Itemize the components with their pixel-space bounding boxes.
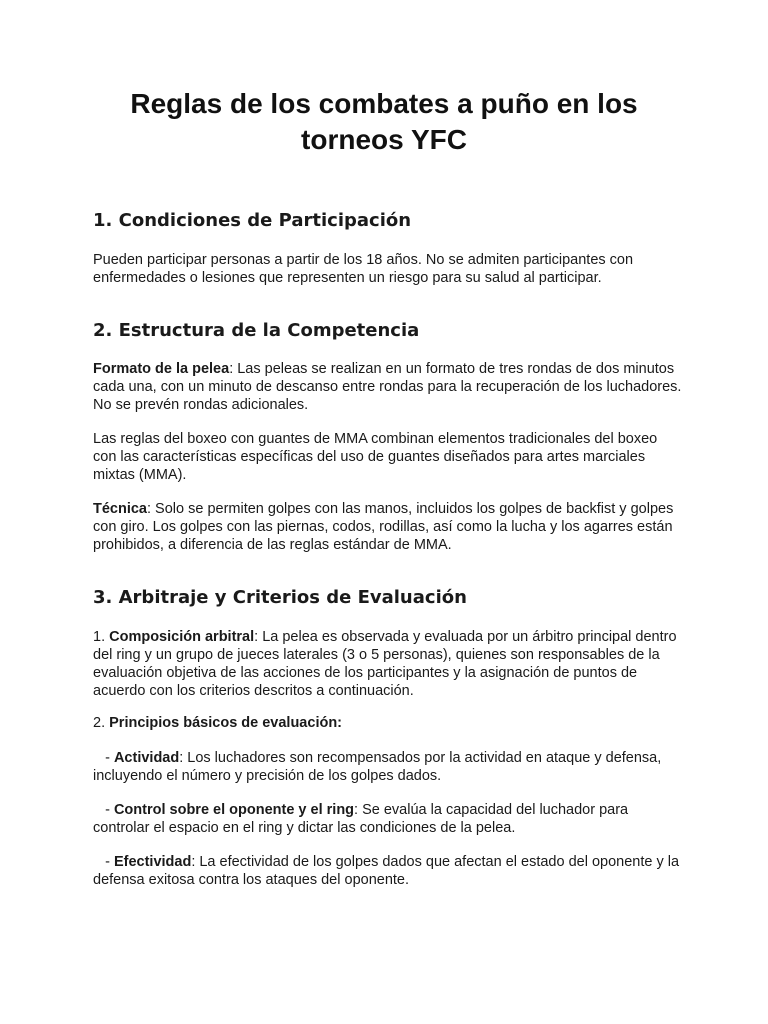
actividad-text: : Los luchadores son recompensados por la actividad en ataque y defensa, incluyendo el número y precisión de los golpes dados. — [93, 750, 662, 784]
item-1-number: 1. — [93, 629, 110, 645]
actividad-paragraph — [93, 749, 683, 785]
principios-paragraph — [93, 714, 683, 732]
composicion-text: : La pelea es observada y evaluada por un árbitro principal dentro del ring y un grupo de jueces laterales (3 o 5 personas), quienes son responsables de la evaluación objetiva de las acciones de los participantes y la asignación de puntos de acuerdo con los criterios descritos a continuación. — [93, 629, 677, 699]
composicion-label: Composición arbitral — [109, 629, 255, 645]
formato-paragraph — [93, 360, 683, 414]
tecnica-text: : Solo se permiten golpes con las manos, incluidos los golpes de backfist y golpes con giro. Los golpes con las piernas, codos, rodillas, así como la lucha y los agarres están prohibidos, a diferencia de las reglas estándar de MMA. — [93, 501, 674, 553]
title-line-1: Reglas de los combates a puño en los — [130, 88, 638, 119]
control-label: Control sobre el oponente y el ring — [113, 802, 355, 818]
bullet-prefix: - — [93, 750, 114, 766]
efectividad-text: : La efectividad de los golpes dados que afectan el estado del oponente y la defensa exitosa contra los ataques del oponente. — [93, 854, 680, 888]
principios-label: Principios básicos de evaluación: — [109, 715, 343, 731]
mma-rules-paragraph: Las reglas del boxeo con guantes de MMA combinan elementos tradicionales del boxeo con las características específicas del uso de guantes diseñados para artes marciales mixtas (MMA). — [93, 431, 658, 483]
section-2-heading: 2. Estructura de la Competencia — [93, 320, 420, 341]
document-title — [70, 86, 698, 158]
section-3-heading: 3. Arbitraje y Criterios de Evaluación — [93, 587, 467, 608]
formato-text: : Las peleas se realizan en un formato de tres rondas de dos minutos cada una, con un minuto de descanso entre rondas para la recuperación de los luchadores. No se prevén rondas adicionales. — [93, 361, 682, 413]
actividad-label: Actividad — [113, 750, 180, 766]
item-2-number: 2. — [93, 715, 110, 731]
efectividad-label: Efectividad — [113, 854, 192, 870]
bullet-prefix: - — [93, 802, 114, 818]
tecnica-label: Técnica — [93, 501, 147, 517]
composicion-paragraph — [93, 628, 683, 700]
control-text: : Se evalúa la capacidad del luchador para controlar el espacio en el ring y dictar las condiciones de la pelea. — [93, 802, 629, 836]
tecnica-paragraph — [93, 500, 683, 554]
efectividad-paragraph — [93, 853, 683, 889]
section-1-heading: 1. Condiciones de Participación — [93, 210, 412, 231]
control-paragraph — [93, 801, 683, 837]
section-1-paragraph: Pueden participar personas a partir de los 18 años. No se admiten participantes con enfermedades o lesiones que representen un riesgo para su salud al participar. — [93, 252, 634, 286]
formato-label: Formato de la pelea — [93, 361, 230, 377]
bullet-prefix: - — [93, 854, 114, 870]
title-line-2: torneos YFC — [301, 124, 467, 155]
